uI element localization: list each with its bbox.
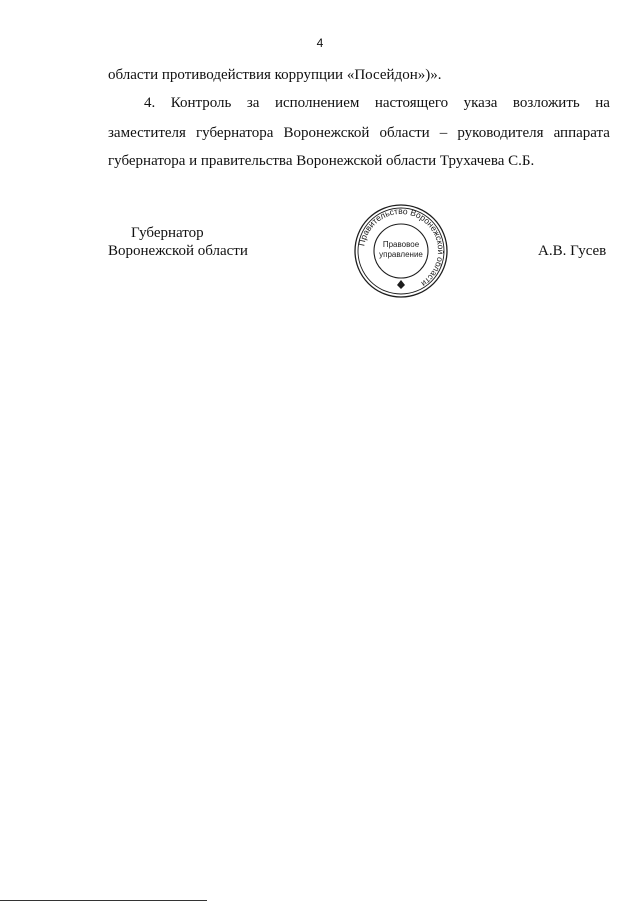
text-word: – [439,125,448,141]
text-word: аппарата [553,125,610,141]
text-word: губернатора [196,125,274,141]
page-number: 4 [316,36,324,50]
text-line-4: губернатора и правительства Воронежской области Трухачева С.Б. [108,153,535,169]
text-word: Контроль [170,95,232,111]
svg-text:Правительство Воронежской обла: Правительство Воронежской области [356,205,447,289]
text-line-2 [144,94,610,112]
text-word: исполнением [274,95,360,111]
signature-position-line-2: Воронежской области [108,243,248,259]
text-line-1: области противодействия коррупции «Посейдон»)». [108,67,442,83]
text-word: настоящего [374,95,449,111]
text-word: руководителя [457,125,544,141]
text-word: области [379,125,430,141]
signature-position-line-1: Губернатор [131,225,204,241]
signature-name: А.В. Гусев [538,243,607,259]
svg-text:Правовое: Правовое [382,240,420,249]
text-word: заместителя [108,125,186,141]
svg-text:управление: управление [379,250,423,259]
text-word: возложить [512,95,580,111]
text-word: на [595,95,610,111]
text-word: указа [463,95,498,111]
text-word: за [246,95,260,111]
text-word: 4. [144,95,156,111]
footer-rule [0,900,207,901]
official-seal [353,203,449,299]
text-word: Воронежской [283,125,370,141]
text-line-3 [108,124,610,142]
